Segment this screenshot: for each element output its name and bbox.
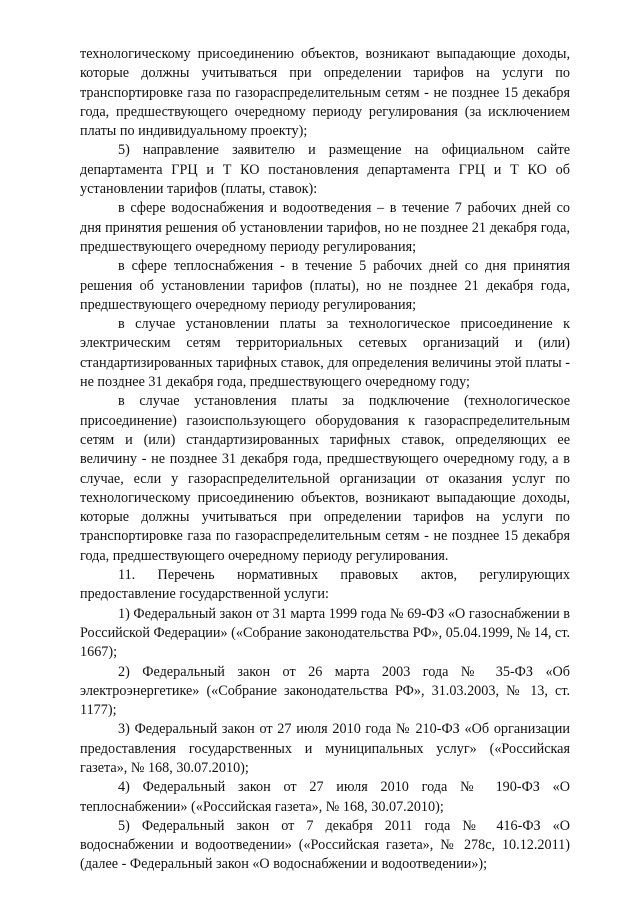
paragraph: технологическому присоединению объектов, возникают выпадающие доходы, которые должны учитываться при определении тарифов на услуги по транспортировке газа по газораспределительным сетям - не позднее 15 декабря года, предшествующего очередному периоду регулирования (за исключением платы по индивидуальному проекту); bbox=[80, 46, 570, 140]
paragraph: 4) Федеральный закон от 27 июля 2010 года № 190-ФЗ «О теплоснабжении» («Российская газета», № 168, 30.07.2010); bbox=[80, 779, 570, 815]
document-body bbox=[80, 45, 570, 875]
paragraph: 1) Федеральный закон от 31 марта 1999 года № 69-ФЗ «О газоснабжении в Российской Федерации» («Собрание законодательства РФ», 05.04.1999, № 14, ст. 1667); bbox=[80, 605, 570, 661]
paragraph: 5) направление заявителю и размещение на официальном сайте департамента ГРЦ и Т КО постановления департамента ГРЦ и Т КО об установлении тарифов (платы, ставок): bbox=[80, 142, 570, 198]
paragraph: в сфере водоснабжения и водоотведения – в течение 7 рабочих дней со дня принятия решения об установлении тарифов, но не позднее 21 декабря года, предшествующего очередному периоду регулирования; bbox=[80, 200, 570, 255]
paragraph: 2) Федеральный закон от 26 марта 2003 года № 35-ФЗ «Об электроэнергетике» («Собрание законодательства РФ», 31.03.2003, № 13, ст. 1177); bbox=[80, 663, 570, 719]
paragraph: в случае установлении платы за технологическое присоединение к электрическим сетям территориальных сетевых организаций и (или) стандартизированных тарифных ставок, для определения величины этой платы - не позднее 31 декабря года, предшествующего очередному году; bbox=[80, 316, 570, 391]
paragraph: в сфере теплоснабжения - в течение 5 рабочих дней со дня принятия решения об установлении тарифов (платы), но не позднее 21 декабря года, предшествующего очередному периоду регулирования; bbox=[80, 258, 570, 313]
paragraph: 11. Перечень нормативных правовых актов, регулирующих предоставление государственной услуги: bbox=[80, 567, 570, 603]
paragraph: 5) Федеральный закон от 7 декабря 2011 года № 416-ФЗ «О водоснабжении и водоотведении» («Российская газета», № 278с, 10.12.2011) (далее - Федеральный закон «О водоснабжении и водоотведении»); bbox=[80, 817, 570, 873]
paragraph: 3) Федеральный закон от 27 июля 2010 года № 210-ФЗ «Об организации предоставления государственных и муниципальных услуг» («Российская газета», № 168, 30.07.2010); bbox=[80, 721, 570, 776]
paragraph: в случае установления платы за подключение (технологическое присоединение) газоиспользующего оборудования к газораспределительным сетям и (или) стандартизированных тарифных ставок, определяющих ее величину - не позднее 31 декабря года, предшествующего очередному году, а в случае, если у газораспределительной организации от оказания услуг по технологическому присоединению объектов, возникают выпадающие доходы, которые должны учитываться при определении тарифов на услуги по транспортировке газа по газораспределительным сетям - не позднее 15 декабря года, предшествующего очередному периоду регулирования. bbox=[80, 393, 570, 564]
